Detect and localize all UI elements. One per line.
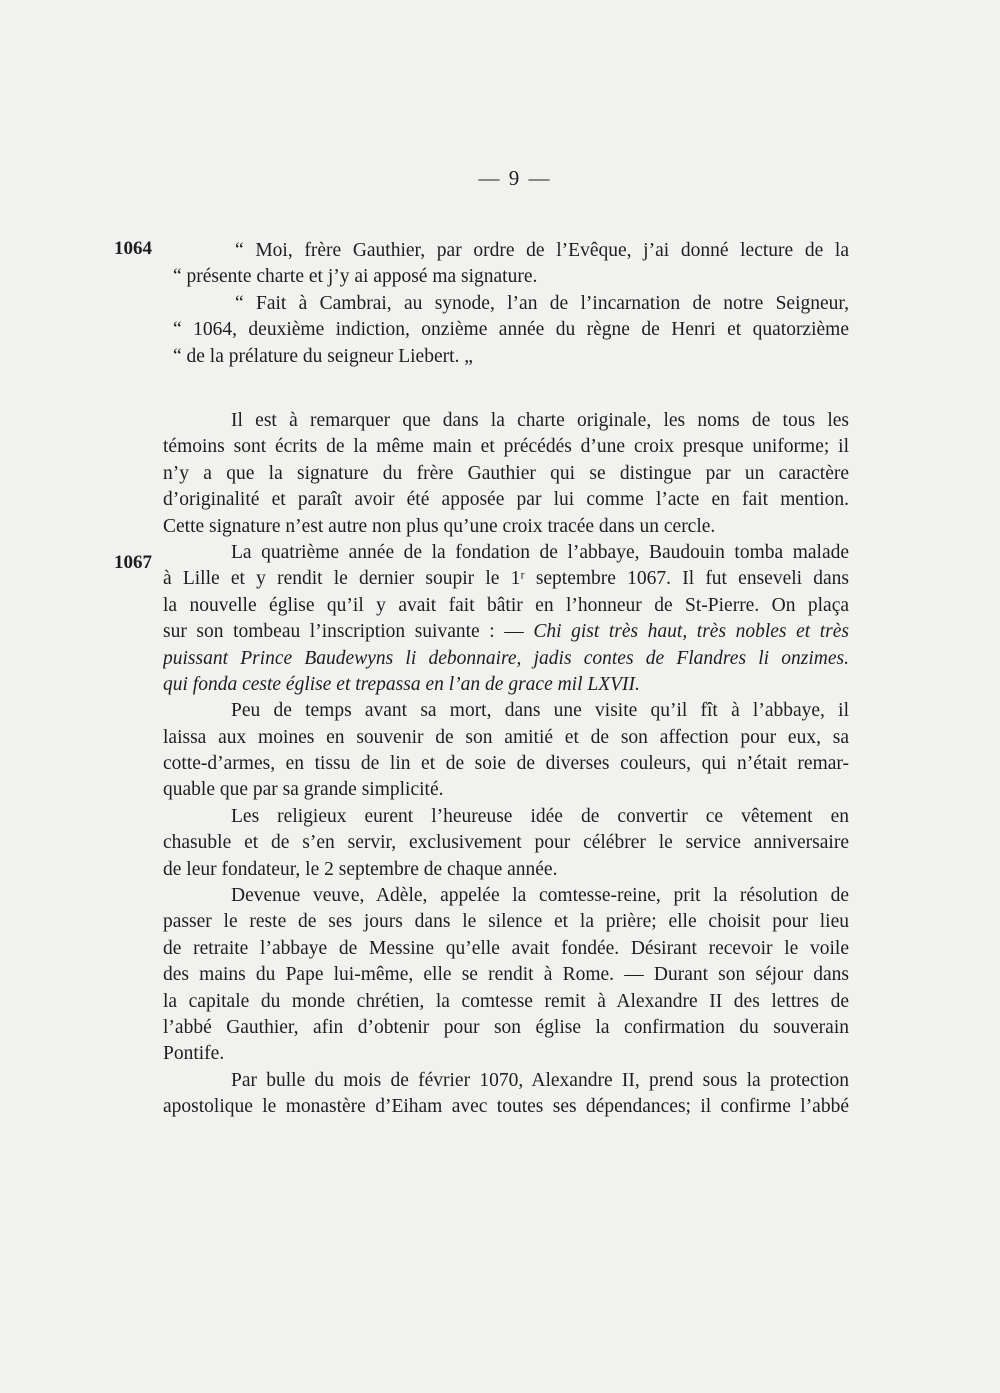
text-line [163,317,849,343]
italic-inscription: qui fonda ceste église et trepassa en l’an de grace mil LXVII. [163,673,640,695]
text-line [163,566,849,592]
body-text [163,408,849,1121]
line-text: quable que par sa grande simplicité. [163,779,444,801]
line-text: cotte-d’armes, en tissu de lin et de soie de diverses couleurs, qui n’était remar- [163,753,849,775]
line-text: chasuble et de s’en servir, exclusivement pour célébrer le service anniversaire [163,832,849,854]
text-line [163,540,849,566]
text-line [163,857,849,883]
line-text: Peu de temps avant sa mort, dans une visite qu’il fît à l’abbaye, il [231,700,849,722]
line-text: de leur fondateur, le 2 septembre de chaque année. [163,858,558,880]
quoted-charter-text [163,238,849,370]
line-text: la capitale du monde chrétien, la comtesse remit à Alexandre II des lettres de [163,990,849,1012]
line-text: Il est à remarquer que dans la charte originale, les noms de tous les [231,410,849,431]
line-text: témoins sont écrits de la même main et précédés d’une croix presque uniforme; il [163,436,849,458]
text-line [163,698,849,724]
text-line [163,514,849,540]
text-line [163,989,849,1015]
text-line [163,238,849,264]
text-line [163,1015,849,1041]
line-text: “ présente charte et j’y ai apposé ma signature. [173,266,538,288]
text-line [163,619,849,645]
text-line [163,1094,849,1120]
line-text: Par bulle du mois de février 1070, Alexandre II, prend sous la protection [231,1069,849,1091]
line-text: à Lille et y rendit le dernier soupir le 1ʳ septembre 1067. Il fut enseveli dans [163,568,849,590]
text-line [163,883,849,909]
italic-inscription: Chi gist très haut, très nobles et très [533,621,849,643]
line-text: des mains du Pape lui-même, elle se rendit à Rome. — Durant son séjour dans [163,964,849,986]
line-text: la nouvelle église qu’il y avait fait bâtir en l’honneur de St-Pierre. On plaça [163,594,849,616]
line-text: n’y a que la signature du frère Gauthier qui se distingue par un caractère [163,462,849,484]
text-line [163,909,849,935]
line-text: Devenue veuve, Adèle, appelée la comtesse-reine, prit la résolution de [231,885,849,907]
line-text: laissa aux moines en souvenir de son amitié et de son affection pour eux, sa [163,726,849,748]
line-text: l’abbé Gauthier, afin d’obtenir pour son église la confirmation du souverain [163,1016,849,1038]
text-line [163,408,849,434]
line-text: “ de la prélature du seigneur Liebert. „ [173,345,473,367]
text-line [163,777,849,803]
line-text: “ Moi, frère Gauthier, par ordre de l’Evêque, j’ai donné lecture de la [235,240,849,261]
line-text: Pontife. [163,1043,225,1065]
line-text: La quatrième année de la fondation de l’abbaye, Baudouin tomba malade [231,541,849,563]
margin-year-1064: 1064 [114,238,152,259]
text-line [163,751,849,777]
text-line [163,461,849,487]
text-line [163,936,849,962]
line-text: Cette signature n’est autre non plus qu’une croix tracée dans un cercle. [163,515,716,537]
text-line [163,291,849,317]
line-text: de retraite l’abbaye de Messine qu’elle avait fondée. Désirant recevoir le voile [163,937,849,959]
text-line [163,1068,849,1094]
line-text: passer le reste de ses jours dans le silence et la prière; elle choisit pour lieu [163,911,849,933]
text-line [163,344,849,370]
text-line [163,646,849,672]
text-line [163,804,849,830]
line-text: Les religieux eurent l’heureuse idée de convertir ce vêtement en [231,805,849,827]
line-text: apostolique le monastère d’Eiham avec toutes ses dépendances; il confirme l’abbé [163,1096,849,1118]
margin-year-1067: 1067 [114,552,152,573]
text-line [163,434,849,460]
line-text: d’originalité et paraît avoir été apposée par lui comme l’acte en fait mention. [163,489,849,511]
text-line [163,725,849,751]
line-text: “ 1064, deuxième indiction, onzième année du règne de Henri et quatorzième [173,319,849,341]
text-line [163,830,849,856]
line-text: “ Fait à Cambrai, au synode, l’an de l’incarnation de notre Seigneur, [235,292,849,314]
page-number: — 9 — [478,166,552,190]
text-line [163,487,849,513]
text-line [163,593,849,619]
italic-inscription: puissant Prince Baudewyns li debonnaire, jadis contes de Flandres li onzimes. [163,647,849,669]
text-line [163,1041,849,1067]
text-line [163,264,849,290]
text-line [163,962,849,988]
line-text: sur son tombeau l’inscription suivante : — [163,621,534,643]
text-line [163,672,849,698]
